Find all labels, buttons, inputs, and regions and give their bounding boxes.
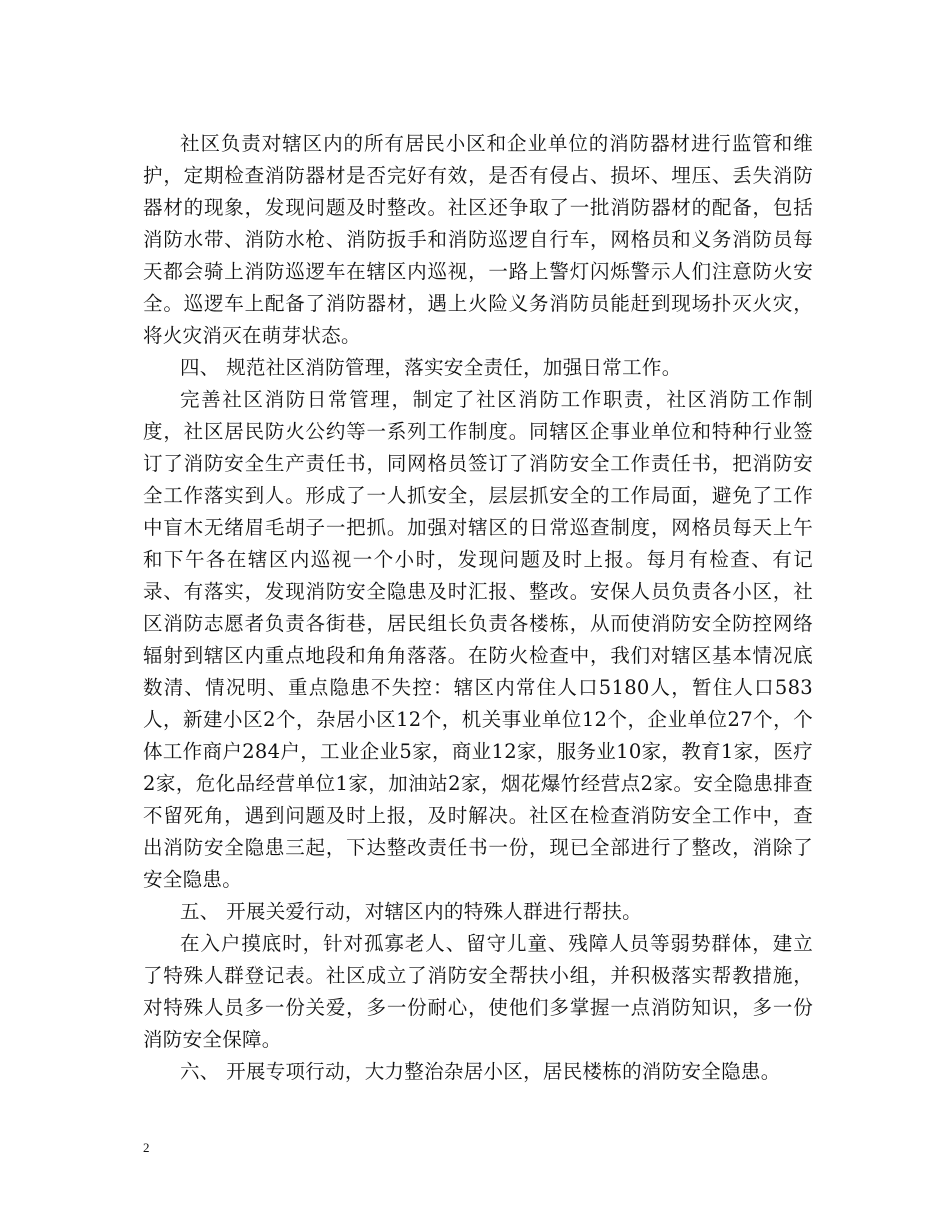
paragraph-special-groups: 在入户摸底时，针对孤寡老人、留守儿童、残障人员等弱势群体，建立了特殊人群登记表。社区成立了消防安全帮扶小组，并积极落实帮教措施，对特殊人员多一份关爱，多一份耐心，使他们多掌握一点消防知识，多一份消防安全保障。: [143, 932, 813, 1051]
paragraph-fire-equipment: 社区负责对辖区内的所有居民小区和企业单位的消防器材进行监管和维护，定期检查消防器材是否完好有效，是否有侵占、损坏、埋压、丢失消防器材的现象，发现问题及时整改。社区还争取了一批消防器材的配备，包括消防水带、消防水枪、消防扳手和消防巡逻自行车，网格员和义务消防员每天都会骑上消防巡逻车在辖区内巡视，一路上警灯闪烁警示人们注意防火安全。巡逻车上配备了消防器材，遇上火险义务消防员能赶到现场扑灭火灾，将火灾消灭在萌芽状态。: [143, 132, 813, 347]
section-heading-4: 四、 规范社区消防管理，落实安全责任，加强日常工作。: [180, 356, 682, 379]
paragraph-daily-management: 完善社区消防日常管理，制定了社区消防工作职责，社区消防工作制度，社区居民防火公约等一系列工作制度。同辖区企事业单位和特种行业签订了消防安全生产责任书，同网格员签订了消防安全工作责任书，把消防安全工作落实到人。形成了一人抓安全，层层抓安全的工作局面，避免了工作中盲木无绪眉毛胡子一把抓。加强对辖区的日常巡查制度，网格员每天上午和下午各在辖区内巡视一个小时，发现问题及时上报。每月有检查、有记录、有落实，发现消防安全隐患及时汇报、整改。安保人员负责各小区，社区消防志愿者负责各街巷，居民组长负责各楼栋，从而使消防安全防控网络辐射到辖区内重点地段和角角落落。在防火检查中，我们对辖区基本情况底数清、情况明、重点隐患不失控：辖区内常住人口5180人，暂住人口583人，新建小区2个，杂居小区12个，机关事业单位12个，企业单位27个，个体工作商户284户，工业企业5家，商业12家，服务业10家，教育1家，医疗2家，危化品经营单位1家，加油站2家，烟花爆竹经营点2家。安全隐患排查不留死角，遇到问题及时上报，及时解决。社区在检查消防安全工作中，查出消防安全隐患三起，下达整改责任书一份，现已全部进行了整改，消除了安全隐患。: [143, 388, 813, 891]
section-heading-6: 六、 开展专项行动，大力整治杂居小区，居民楼栋的消防安全隐患。: [180, 1060, 781, 1083]
document-body: [143, 128, 813, 1088]
section-heading-5: 五、 开展关爱行动，对辖区内的特殊人群进行帮扶。: [180, 900, 642, 923]
page-number: 2: [143, 1140, 150, 1155]
